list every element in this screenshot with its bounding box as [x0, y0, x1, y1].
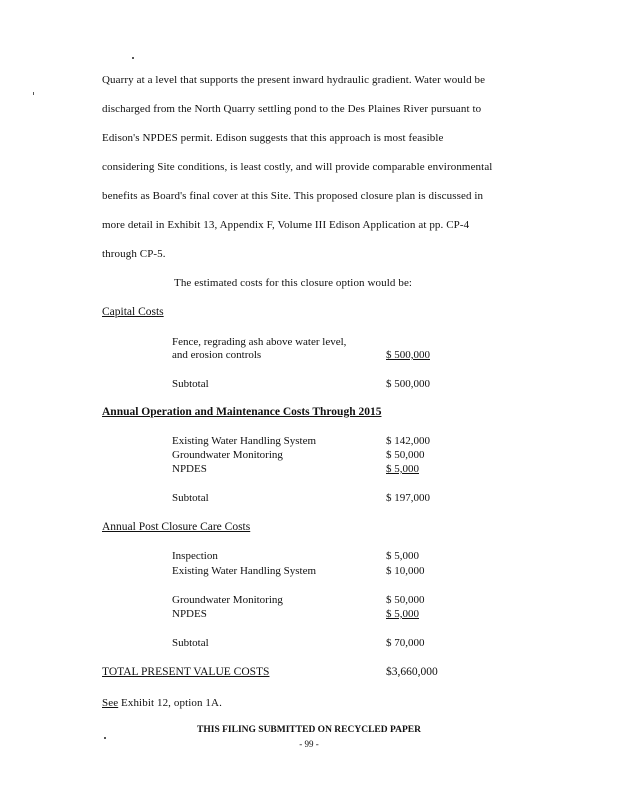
post-closure-heading: Annual Post Closure Care Costs — [102, 521, 251, 533]
capital-subtotal-amount: $ 500,000 — [386, 378, 430, 390]
om-item-label: NPDES — [172, 463, 207, 475]
total-amount: $3,660,000 — [386, 666, 438, 678]
pc-item-label: Groundwater Monitoring — [172, 594, 283, 606]
pc-item-amount: $ 5,000 — [386, 550, 419, 562]
paragraph-line: Quarry at a level that supports the present inward hydraulic gradient. Water would be — [102, 74, 486, 86]
paragraph-line: discharged from the North Quarry settling pond to the Des Plaines River pursuant to — [102, 103, 482, 115]
om-item-label: Existing Water Handling System — [172, 435, 317, 447]
capital-subtotal-label: Subtotal — [172, 378, 209, 390]
annual-om-heading: Annual Operation and Maintenance Costs Through 2015 — [102, 406, 382, 418]
scan-speck — [33, 92, 34, 95]
pc-item-amount: $ 10,000 — [386, 565, 425, 577]
paragraph-line: through CP-5. — [102, 248, 166, 260]
capital-item-line1: Fence, regrading ash above water level, — [172, 336, 347, 348]
paragraph-line: Edison's NPDES permit. Edison suggests that this approach is most feasible — [102, 132, 444, 144]
om-item-amount: $ 5,000 — [386, 463, 419, 475]
see-note-text: Exhibit 12, option 1A. — [118, 697, 222, 709]
paragraph-line: benefits as Board's final cover at this Site. This proposed closure plan is discussed in — [102, 190, 484, 202]
total-label: TOTAL PRESENT VALUE COSTS — [102, 666, 270, 678]
paragraph-line: more detail in Exhibit 13, Appendix F, Volume III Edison Application at pp. CP-4 — [102, 219, 470, 231]
intro-sentence: The estimated costs for this closure option would be: — [174, 277, 413, 289]
recycled-paper-footer: THIS FILING SUBMITTED ON RECYCLED PAPER — [197, 725, 421, 735]
capital-costs-heading: Capital Costs — [102, 306, 164, 318]
paragraph-line: considering Site conditions, is least costly, and will provide comparable environmental — [102, 161, 493, 173]
om-subtotal-amount: $ 197,000 — [386, 492, 430, 504]
pc-item-amount: $ 5,000 — [386, 608, 419, 620]
pc-item-amount: $ 50,000 — [386, 594, 425, 606]
pc-item-label: NPDES — [172, 608, 207, 620]
see-signal: See — [102, 697, 119, 709]
pc-subtotal-amount: $ 70,000 — [386, 637, 425, 649]
capital-item-amount: $ 500,000 — [386, 349, 430, 361]
om-subtotal-label: Subtotal — [172, 492, 209, 504]
scan-speck — [132, 57, 134, 59]
see-note — [102, 697, 222, 709]
pc-item-label: Existing Water Handling System — [172, 565, 317, 577]
capital-item-line2: and erosion controls — [172, 349, 262, 361]
pc-item-label: Inspection — [172, 550, 218, 562]
om-item-amount: $ 142,000 — [386, 435, 430, 447]
om-item-amount: $ 50,000 — [386, 449, 425, 461]
page-number: - 99 - — [299, 739, 319, 749]
om-item-label: Groundwater Monitoring — [172, 449, 283, 461]
pc-subtotal-label: Subtotal — [172, 637, 209, 649]
